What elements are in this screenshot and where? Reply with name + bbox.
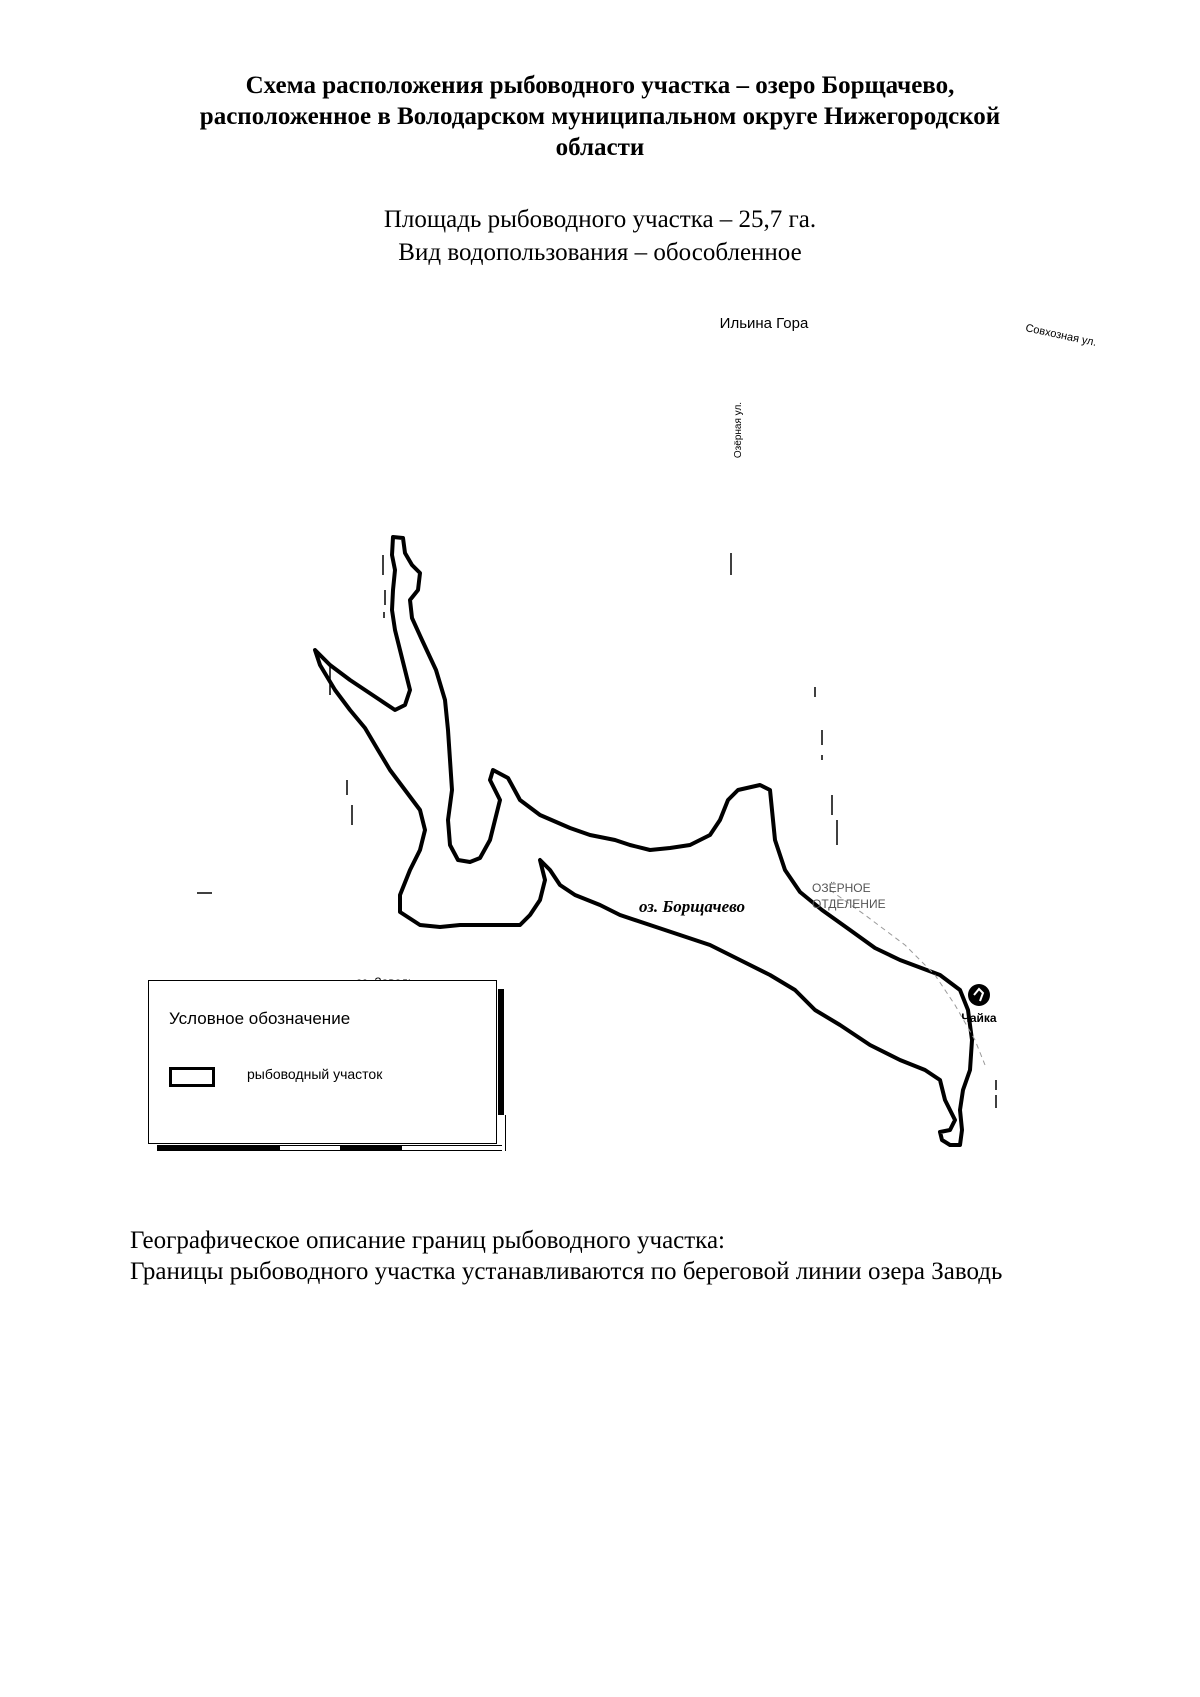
scale-bar bbox=[157, 1145, 502, 1151]
legend-border-bar bbox=[498, 989, 504, 1115]
title-line-3: области bbox=[555, 134, 645, 161]
legend-swatch-rectangle-icon bbox=[169, 1067, 215, 1087]
lake-label-borschachevo: оз. Борщачево bbox=[639, 897, 745, 916]
description-text: Границы рыбоводного участка устанавливаются по береговой линии озера Заводь bbox=[130, 1258, 1003, 1285]
title-line-1: Схема расположения рыбоводного участка – озеро Борщачево, bbox=[245, 72, 955, 99]
poi-chaika-icon bbox=[968, 984, 990, 1006]
place-label-fragment-2: ОТДЕЛЕНИЕ bbox=[812, 897, 886, 911]
poi-label-chaika: Чайка bbox=[961, 1011, 997, 1025]
title-line-2: расположенное в Володарском муниципальном округе Нижегородской bbox=[199, 103, 1001, 130]
legend-title: Условное обозначение bbox=[169, 1009, 351, 1028]
water-use-line: Вид водопользования – обособленное bbox=[398, 239, 802, 266]
legend bbox=[148, 980, 497, 1144]
legend-item-label: рыбоводный участок bbox=[247, 1066, 383, 1082]
description-heading: Географическое описание границ рыбоводного участка: bbox=[130, 1227, 725, 1254]
boundary-description bbox=[130, 1225, 1120, 1287]
place-label-fragment-1: ОЗЁРНОЕ bbox=[812, 881, 871, 895]
place-label-ilyina-gora: Ильина Гора bbox=[719, 315, 809, 332]
street-label-sovkhoznaya: Совхозная ул. bbox=[1024, 322, 1098, 349]
street-label-ozernaya: Озёрная ул. bbox=[733, 401, 744, 459]
area-line: Площадь рыбоводного участка – 25,7 га. bbox=[383, 206, 817, 233]
legend-border-thin bbox=[505, 1115, 506, 1151]
